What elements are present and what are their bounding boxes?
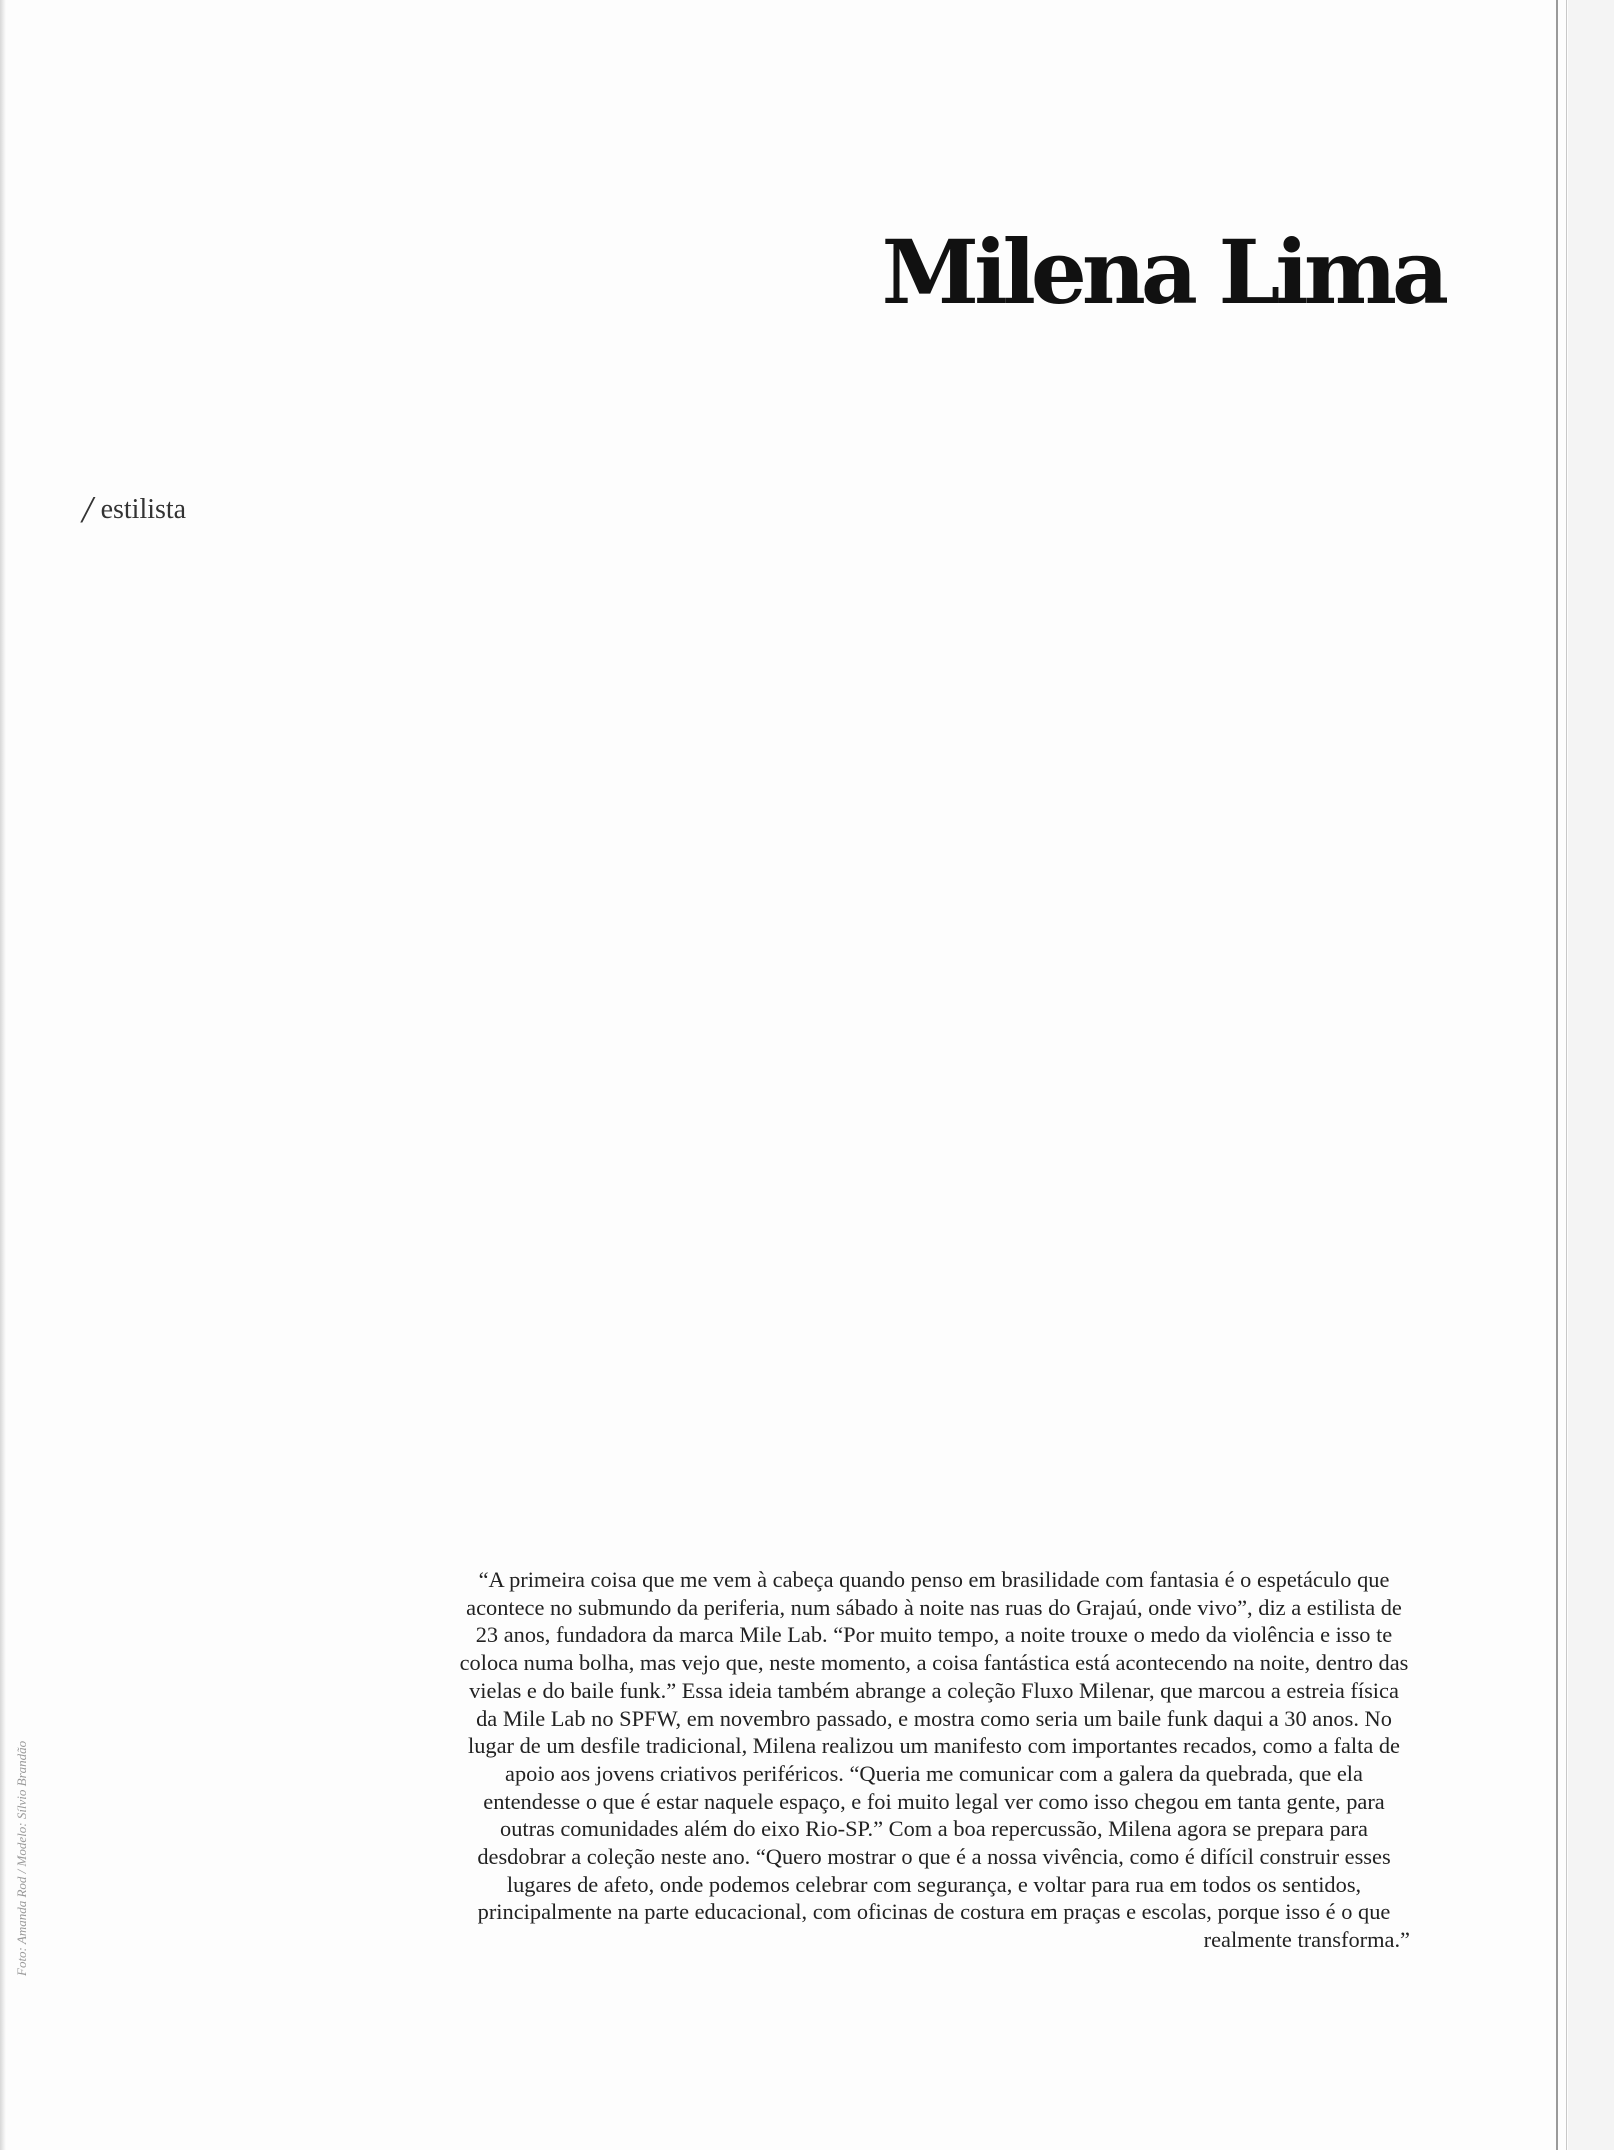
- role-slash: /: [82, 489, 93, 531]
- page-edge-line: [1556, 0, 1558, 2150]
- role-label: [82, 484, 187, 531]
- article-body: “A primeira coisa que me vem à cabeça quando penso em brasilidade com fantasia é o espetáculo que acontece no submundo da periferia, num sábado à noite nas ruas do Grajaú, onde vivo”, diz a estilista de 23 anos, fundadora da marca Mile Lab. “Por muito tempo, a noite trouxe o medo da violência e isso te coloca numa bolha, mas vejo que, neste momento, a coisa fantástica está acontecendo na noite, dentro das vielas e do baile funk.” Essa ideia também abrange a coleção Fluxo Milenar, que marcou a estreia física da Mile Lab no SPFW, em novembro passado, e mostra como seria um baile funk daqui a 30 anos. No lugar de um desfile tradicional, Milena realizou um manifesto com importantes recados, como a falta de apoio aos jovens criativos periféricos. “Queria me comunicar com a galera da quebrada, que ela entendesse o que é estar naquele espaço, e foi muito legal ver como isso chegou em tanta gente, para outras comunidades além do eixo Rio-SP.” Com a boa repercussão, Milena agora se prepara para desdobrar a coleção neste ano. “Quero mostrar o que é a nossa vivência, como é difícil construir esses lugares de afeto, onde podemos celebrar com segurança, e voltar para rua em todos os sentidos, principalmente na parte educacional, com oficinas de costura em praças e escolas, porque isso é o que realmente transforma.”: [459, 1567, 1410, 1953]
- photo-credit: Foto: Amanda Rod / Modelo: Sílvio Brandão: [14, 1740, 29, 1976]
- article-title: Milena Lima: [881, 220, 1444, 324]
- page-edge-strip: [1568, 0, 1614, 2150]
- role-text: estilista: [100, 494, 187, 525]
- page-edge-line-inner: [1566, 0, 1567, 2150]
- binding-shadow: [0, 0, 6, 2150]
